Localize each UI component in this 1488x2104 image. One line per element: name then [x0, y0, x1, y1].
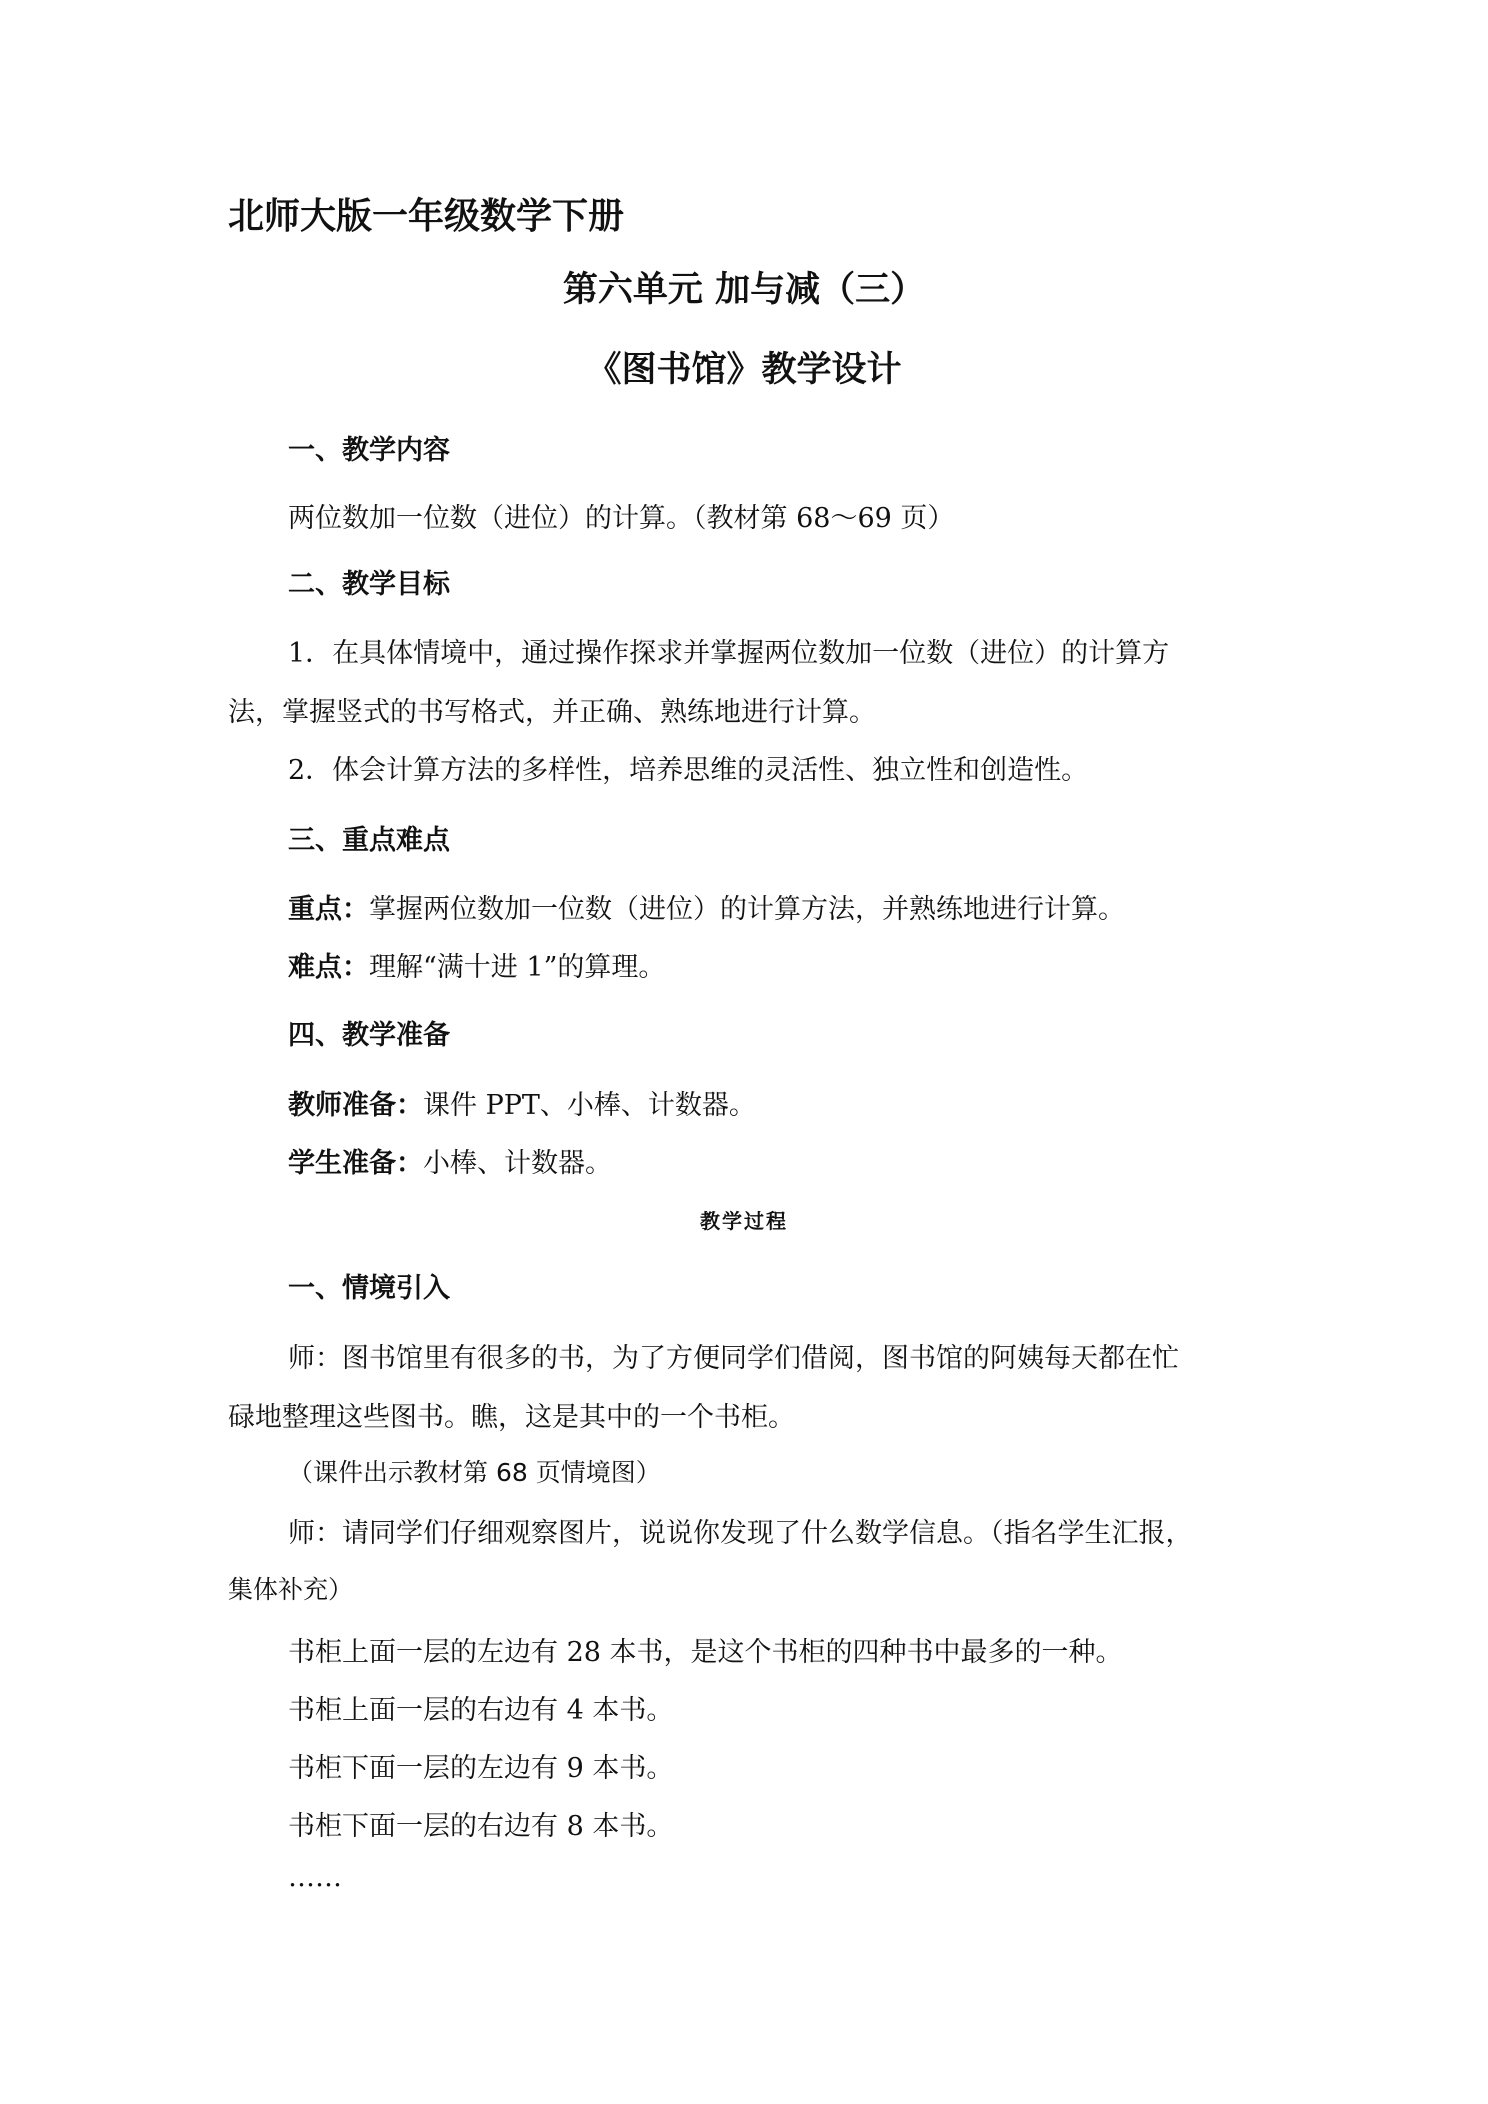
section-heading-content: 一、教学内容: [288, 435, 450, 466]
part-1-heading: 一、情境引入: [288, 1273, 450, 1304]
teacher-prep-text: 课件 PPT、小棒、计数器。: [423, 1090, 756, 1121]
student-prep-text: 小棒、计数器。: [423, 1148, 612, 1179]
info-line-4: 书柜下面一层的右边有 8 本书。: [288, 1811, 674, 1842]
student-prep-row: [288, 1141, 612, 1180]
paragraph-3-line-2: 集体补充）: [228, 1575, 354, 1604]
difficulty-text: 理解“满十进 1”的算理。: [369, 952, 666, 983]
info-line-1: 书柜上面一层的左边有 28 本书，是这个书柜的四种书中最多的一种。: [288, 1637, 1123, 1668]
goal-1-line-2: 法，掌握竖式的书写格式，并正确、熟练地进行计算。: [228, 697, 876, 728]
process-heading: 教学过程: [700, 1209, 788, 1233]
teacher-prep-label: 教师准备：: [288, 1090, 423, 1121]
paragraph-2: （课件出示教材第 68 页情境图）: [288, 1458, 661, 1487]
info-line-3: 书柜下面一层的左边有 9 本书。: [288, 1753, 674, 1784]
key-point-text: 掌握两位数加一位数（进位）的计算方法，并熟练地进行计算。: [369, 894, 1125, 925]
document-header: 北师大版一年级数学下册: [228, 196, 625, 237]
teacher-prep-row: [288, 1083, 756, 1122]
paragraph-1-line-1: 师：图书馆里有很多的书，为了方便同学们借阅，图书馆的阿姨每天都在忙: [288, 1343, 1179, 1374]
difficulty-row: [288, 945, 665, 984]
goal-1-line-1: 1．在具体情境中，通过操作探求并掌握两位数加一位数（进位）的计算方: [288, 638, 1170, 669]
section-text-content: 两位数加一位数（进位）的计算。（教材第 68～69 页）: [288, 503, 955, 534]
info-line-2: 书柜上面一层的右边有 4 本书。: [288, 1695, 674, 1726]
ellipsis: ……: [288, 1862, 342, 1893]
paragraph-1-line-2: 碌地整理这些图书。瞧，这是其中的一个书柜。: [228, 1402, 795, 1433]
unit-title: 第六单元 加与减（三）: [562, 270, 926, 310]
student-prep-label: 学生准备：: [288, 1148, 423, 1179]
goal-2: 2．体会计算方法的多样性，培养思维的灵活性、独立性和创造性。: [288, 755, 1089, 786]
section-heading-goals: 二、教学目标: [288, 569, 450, 600]
paragraph-3-line-1: 师：请同学们仔细观察图片，说说你发现了什么数学信息。（指名学生汇报，: [288, 1518, 1193, 1549]
section-heading-preparation: 四、教学准备: [288, 1020, 450, 1051]
section-heading-key-points: 三、重点难点: [288, 825, 450, 856]
key-point-row: [288, 887, 1125, 926]
difficulty-label: 难点：: [288, 952, 369, 983]
key-point-label: 重点：: [288, 894, 369, 925]
lesson-title: 《图书馆》教学设计: [586, 350, 902, 390]
